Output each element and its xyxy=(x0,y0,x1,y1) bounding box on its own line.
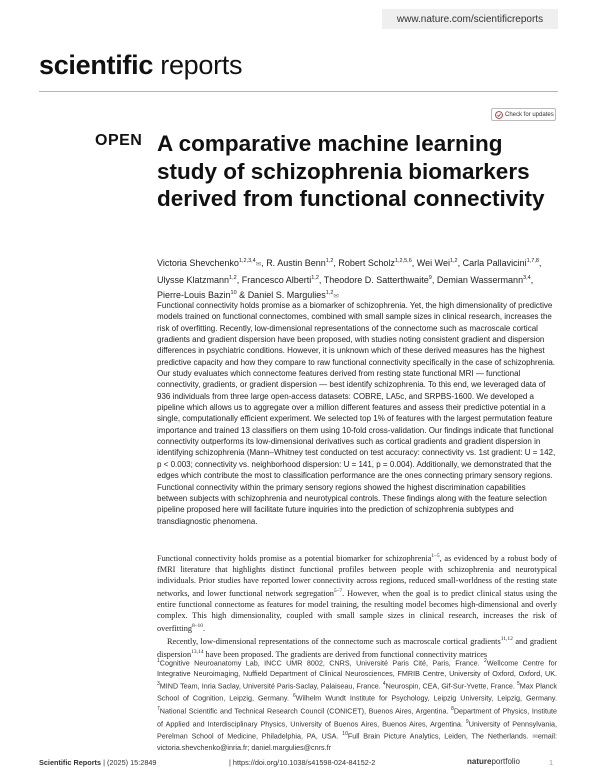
email-icon[interactable]: ✉ xyxy=(333,292,339,300)
author-separator: , xyxy=(457,258,463,268)
author-separator: , xyxy=(538,258,542,268)
affiliation-text: Neurospin, CEA, Gif-Sur-Yvette, France. xyxy=(385,681,517,691)
header-divider xyxy=(39,91,558,92)
affiliation-number: 10 xyxy=(342,731,348,738)
affiliation-number: 8 xyxy=(451,705,454,712)
footer-doi-link[interactable]: | https://doi.org/10.1038/s41598-024-84152-2 xyxy=(229,758,376,767)
author-name[interactable]: Francesco Alberti xyxy=(241,274,312,285)
body-paragraph-2: Recently, low-dimensional representations of the connectome such as macroscale cortical gradients$^{11,12}$ and gradient dispersion$^{13,14}$ have been proposed. The gradients are derived from functional connectivity matrices xyxy=(157,635,558,659)
author-separator: , xyxy=(530,274,534,285)
author-separator: , xyxy=(318,274,324,285)
affiliation-number: 3 xyxy=(157,680,160,687)
author-affiliation-ref: 9 xyxy=(428,274,432,281)
affiliation-number: 4 xyxy=(382,680,386,687)
affiliation-number: 1 xyxy=(157,658,160,664)
nature-portfolio-logo: natureportfolio xyxy=(467,757,520,766)
affiliation-text: Wilhelm Wundt Institute for Psychology, Leipzig University, Leipzig, Germany. xyxy=(295,693,557,703)
author-affiliation-ref: 1,2 xyxy=(325,289,334,296)
affiliation-text: National Scientific and Technical Research Council (CONICET), Buenos Aires, Argentina. xyxy=(159,706,452,716)
brand-light: reports xyxy=(160,50,243,80)
author-separator: , xyxy=(411,258,417,268)
author-separator: , xyxy=(236,274,242,285)
author-affiliation-ref: 1,2 xyxy=(311,274,319,281)
author-name[interactable]: R. Austin Benn xyxy=(266,258,326,268)
author-separator: , xyxy=(333,258,339,268)
affiliation-text: Wellcome Centre for Integrative Neuroimaging, Nuffield Department of Clinical Neurosciences, FMRIB Centre, University of Oxford, Oxford, UK. xyxy=(157,658,557,678)
author-name[interactable]: Pierre-Louis Bazin xyxy=(157,289,231,300)
body-paragraph-1: Functional connectivity holds promise as a potential biomarker for schizophrenia$^{1-5}$, as evidenced by a robust body of fMRI literature that highlights distinct functional profiles between people with schizophrenia and neurotypical individuals. Prior studies have reported lower connectivity across regions, reduced small-worldness of the resting state networks, and lower functional network segregation$^{5-7}$. However, when the goal is to predict clinical status using the entire functional connectome as features for model training, the resulting model becomes high-dimensional and overly complex. This high dimensionality, coupled with small sample sizes in clinical research, increases the risk of overfitting$^{8-10}$. xyxy=(157,553,557,633)
affiliation-number: 2 xyxy=(483,658,487,664)
article-title: A comparative machine learning study of schizophrenia biomarkers derived from functional connectivity xyxy=(157,131,545,211)
author-name[interactable]: Wei Wei xyxy=(416,258,450,268)
author-affiliation-ref: 1,7,8 xyxy=(526,258,539,264)
page-number: 1 xyxy=(549,758,554,767)
author-affiliation-ref: 1,2 xyxy=(325,258,334,264)
author-affiliation-ref: 1,2,3,4 xyxy=(238,258,256,264)
author-affiliation-ref: 1,2 xyxy=(229,274,237,281)
author-name[interactable]: Ulysse Klatzmann xyxy=(157,274,230,285)
citation-ref[interactable]: 13,14 xyxy=(191,648,204,655)
affiliation-number: 7 xyxy=(157,705,160,712)
body-text xyxy=(157,551,557,660)
abstract: Functional connectivity holds promise as a biomarker of schizophrenia. Yet, the high dimensionality of predictive models trained on functional connectomes, combined with small sample sizes in clinical research, increases the risk of overfitting. Recently, low-dimensional representations of the connectome such as macroscale cortical gradients and gradient dispersion have been proposed, with studies noting consistent gradient and dispersion differences in psychiatric conditions. However, it is unknown which of these derived measures has the highest predictive capacity and how they compare to raw functional connectivity specifically in the case of schizophrenia. Our study evaluates which connectome features derived from resting state functional MRI — functional connectivity, gradients, or gradient dispersion — best identify schizophrenia. To this end, we leveraged data of 936 individuals from three large open-access datasets: COBRE, LA5c, and SRPBS-1600. We developed a pipeline which allows us to aggregate over a million different features and assess their predictive potential in a single, computationally efficient experiment. We selected top 1% of features with the largest permutation feature importance and trained 13 classifiers on them using 10-fold cross-validation. Our findings indicate that functional connectivity outperforms its low-dimensional derivatives such as cortical gradients and gradient dispersion in identifying schizophrenia (Mann–Whitney test conducted on test accuracy: connectivity vs. 1st gradient: U = 142, p < 0.003; connectivity vs. neighborhood dispersion: U = 141, p = 0.004). Additionally, we demonstrated that the edges which contribute the most to classification performance are the ones connecting primary sensory regions. Functional connectivity within the primary sensory regions showed the highest discrimination capabilities between subjects with schizophrenia and neurotypical controls. These findings along with the feature selection pipeline proposed here will facilitate future inquiries into the prediction of schizophrenia subtypes and transdiagnostic phenomena. xyxy=(157,301,556,526)
affiliation-text: Full Brain Picture Analytics, Leiden, The Netherlands. xyxy=(347,731,533,741)
affiliation-text: University of Pennsylvania, Perelman School of Medicine, Philadelphia, PA, USA. xyxy=(157,718,558,741)
author-affiliation-ref: 10 xyxy=(230,289,237,296)
journal-brand[interactable] xyxy=(39,50,242,81)
author-name[interactable]: Daniel S. Margulies xyxy=(247,289,326,300)
affiliations xyxy=(157,656,557,753)
affiliation-text: Cognitive Neuroanatomy Lab, INCC UMR 8002, CNRS, Université Paris Cité, Paris, France. xyxy=(159,658,484,668)
url-bar[interactable]: www.nature.com/scientificreports xyxy=(382,9,558,29)
citation-ref[interactable]: 5–7 xyxy=(333,588,343,595)
email-icon: ✉ xyxy=(532,733,538,741)
corresponding-email[interactable]: email: victoria.shevchenko@inria.fr; daniel.margulies@cnrs.fr xyxy=(157,731,557,752)
author-name[interactable]: Robert Scholz xyxy=(338,258,395,268)
citation-ref[interactable]: 1–5 xyxy=(431,553,440,559)
author-name[interactable]: Demian Wassermann xyxy=(436,274,524,285)
footer-citation: Scientific Reports | (2025) 15:2849 xyxy=(39,758,157,767)
citation-ref[interactable]: 11,12 xyxy=(500,635,513,642)
author-affiliation-ref: 1,2,5,6 xyxy=(394,258,412,264)
author-separator: & xyxy=(236,289,248,300)
author-name[interactable]: Victoria Shevchenko xyxy=(157,258,239,268)
author-list xyxy=(157,255,557,303)
check-updates-label: Check for updates xyxy=(505,111,554,118)
check-updates-icon xyxy=(495,111,503,119)
author-name[interactable]: Carla Pallavicini xyxy=(462,258,527,268)
affiliation-text: MIND Team, Inria Saclay, Université Paris-Saclay, Palaiseau, France. xyxy=(159,681,383,691)
affiliation-text: Department of Physics, Institute of Applied and Interdisciplinary Physics, University of Buenos Aires, Buenos Aires, Argentina. xyxy=(157,706,557,728)
affiliation-number: 6 xyxy=(292,693,296,700)
check-for-updates-button[interactable] xyxy=(491,108,556,121)
author-separator: , xyxy=(431,274,437,285)
brand-bold: scientific xyxy=(39,50,154,80)
affiliation-number: 9 xyxy=(465,718,469,725)
email-icon[interactable]: ✉ xyxy=(255,261,262,268)
affiliation-number: 5 xyxy=(516,680,520,687)
author-separator: , xyxy=(261,258,267,268)
author-affiliation-ref: 1,2 xyxy=(449,258,458,264)
author-affiliation-ref: 3,4 xyxy=(523,274,531,281)
author-name[interactable]: Theodore D. Satterthwaite xyxy=(323,274,429,285)
open-access-label: OPEN xyxy=(95,132,143,149)
citation-ref[interactable]: 8–10 xyxy=(192,623,204,630)
affiliation-text: Max Planck School of Cognition, Leipzig, Germany. xyxy=(157,681,557,703)
